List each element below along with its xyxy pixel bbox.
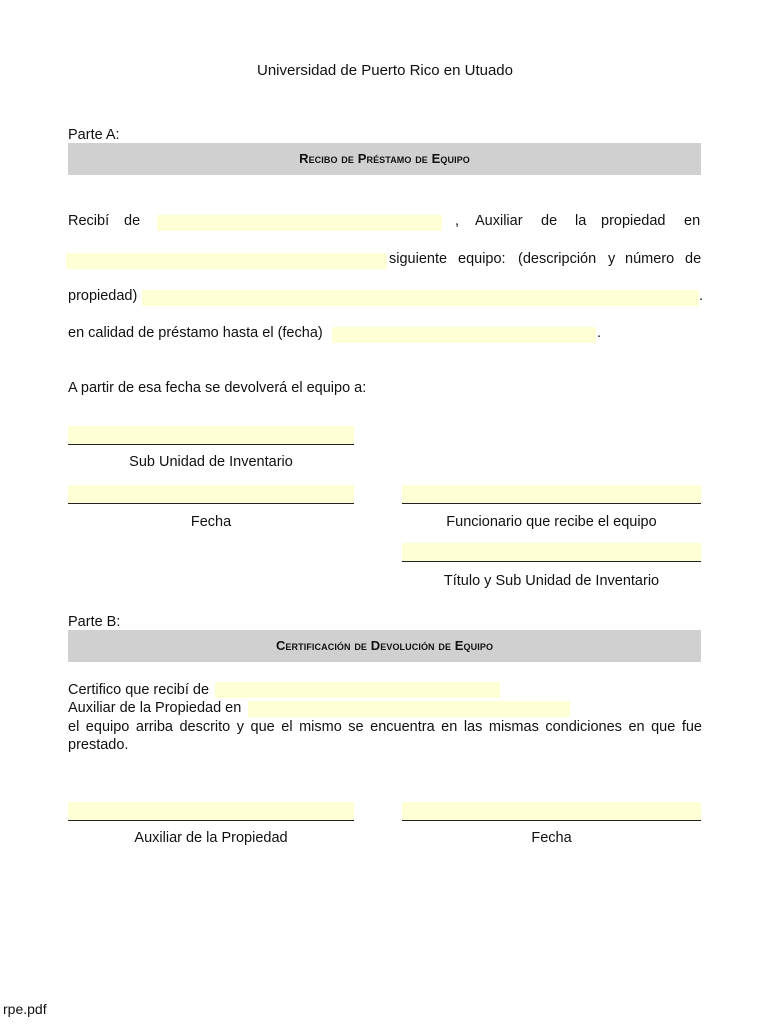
en-text: en <box>684 213 701 229</box>
footer-filename: rpe.pdf <box>3 1001 47 1017</box>
auxiliar-text: Auxiliar <box>475 213 523 229</box>
comma-text: , <box>455 213 460 229</box>
auxiliar-propiedad-label: Auxiliar de la Propiedad en <box>68 700 242 716</box>
certifico-label: Certifico que recibí de <box>68 682 210 698</box>
sub-unidad-signature-field[interactable] <box>68 426 354 445</box>
auxiliar-propiedad-en-field[interactable] <box>248 701 570 717</box>
fecha-devolucion-caption: Fecha <box>531 830 572 846</box>
funcionario-signature-field[interactable] <box>402 485 701 504</box>
de-text-3: de <box>685 251 702 267</box>
auxiliar-caption: Auxiliar de la Propiedad <box>134 830 288 846</box>
la-text: la <box>575 213 587 229</box>
propiedad-label: propiedad) <box>68 288 138 304</box>
part-a-label: Parte A: <box>68 127 120 143</box>
descripcion-text: (descripción <box>518 251 597 267</box>
period-text: . <box>699 288 704 304</box>
recibi-de-field[interactable] <box>157 215 442 231</box>
equipo-descripcion-field[interactable] <box>142 290 699 306</box>
propiedad-text: propiedad <box>601 213 666 229</box>
page-title: Universidad de Puerto Rico en Utuado <box>257 62 513 79</box>
numero-text: número <box>625 251 675 267</box>
prestamo-hasta-label: en calidad de préstamo hasta el (fecha) <box>68 325 323 341</box>
fecha-devolucion-signature-field[interactable] <box>402 802 701 821</box>
y-text: y <box>608 251 616 267</box>
certifico-recibi-de-field[interactable] <box>215 682 500 698</box>
part-a-band-title: Recibo de Préstamo de Equipo <box>68 143 701 175</box>
dependencia-field[interactable] <box>66 253 387 269</box>
funcionario-caption: Funcionario que recibe el equipo <box>446 514 657 530</box>
sub-unidad-caption: Sub Unidad de Inventario <box>129 454 293 470</box>
fecha-caption: Fecha <box>190 514 232 530</box>
titulo-signature-field[interactable] <box>402 543 701 562</box>
de-text: de <box>124 213 141 229</box>
period-text-2: . <box>597 325 602 341</box>
return-text: A partir de esa fecha se devolverá el equipo a: <box>68 380 367 396</box>
certification-body-text: el equipo arriba descrito y que el mismo se encuentra en las mismas condiciones en que fue prestado. <box>68 719 702 753</box>
auxiliar-signature-field[interactable] <box>68 802 354 821</box>
part-b-band-title: Certificación de Devolución de Equipo <box>68 630 701 662</box>
siguiente-text: siguiente <box>389 251 448 267</box>
part-b-label: Parte B: <box>68 614 121 630</box>
de-text-2: de <box>541 213 558 229</box>
fecha-signature-field[interactable] <box>68 485 354 504</box>
titulo-caption: Título y Sub Unidad de Inventario <box>443 573 660 589</box>
equipo-text: equipo: <box>458 251 506 267</box>
fecha-prestamo-field[interactable] <box>332 327 596 343</box>
recibi-text: Recibí <box>68 213 110 229</box>
